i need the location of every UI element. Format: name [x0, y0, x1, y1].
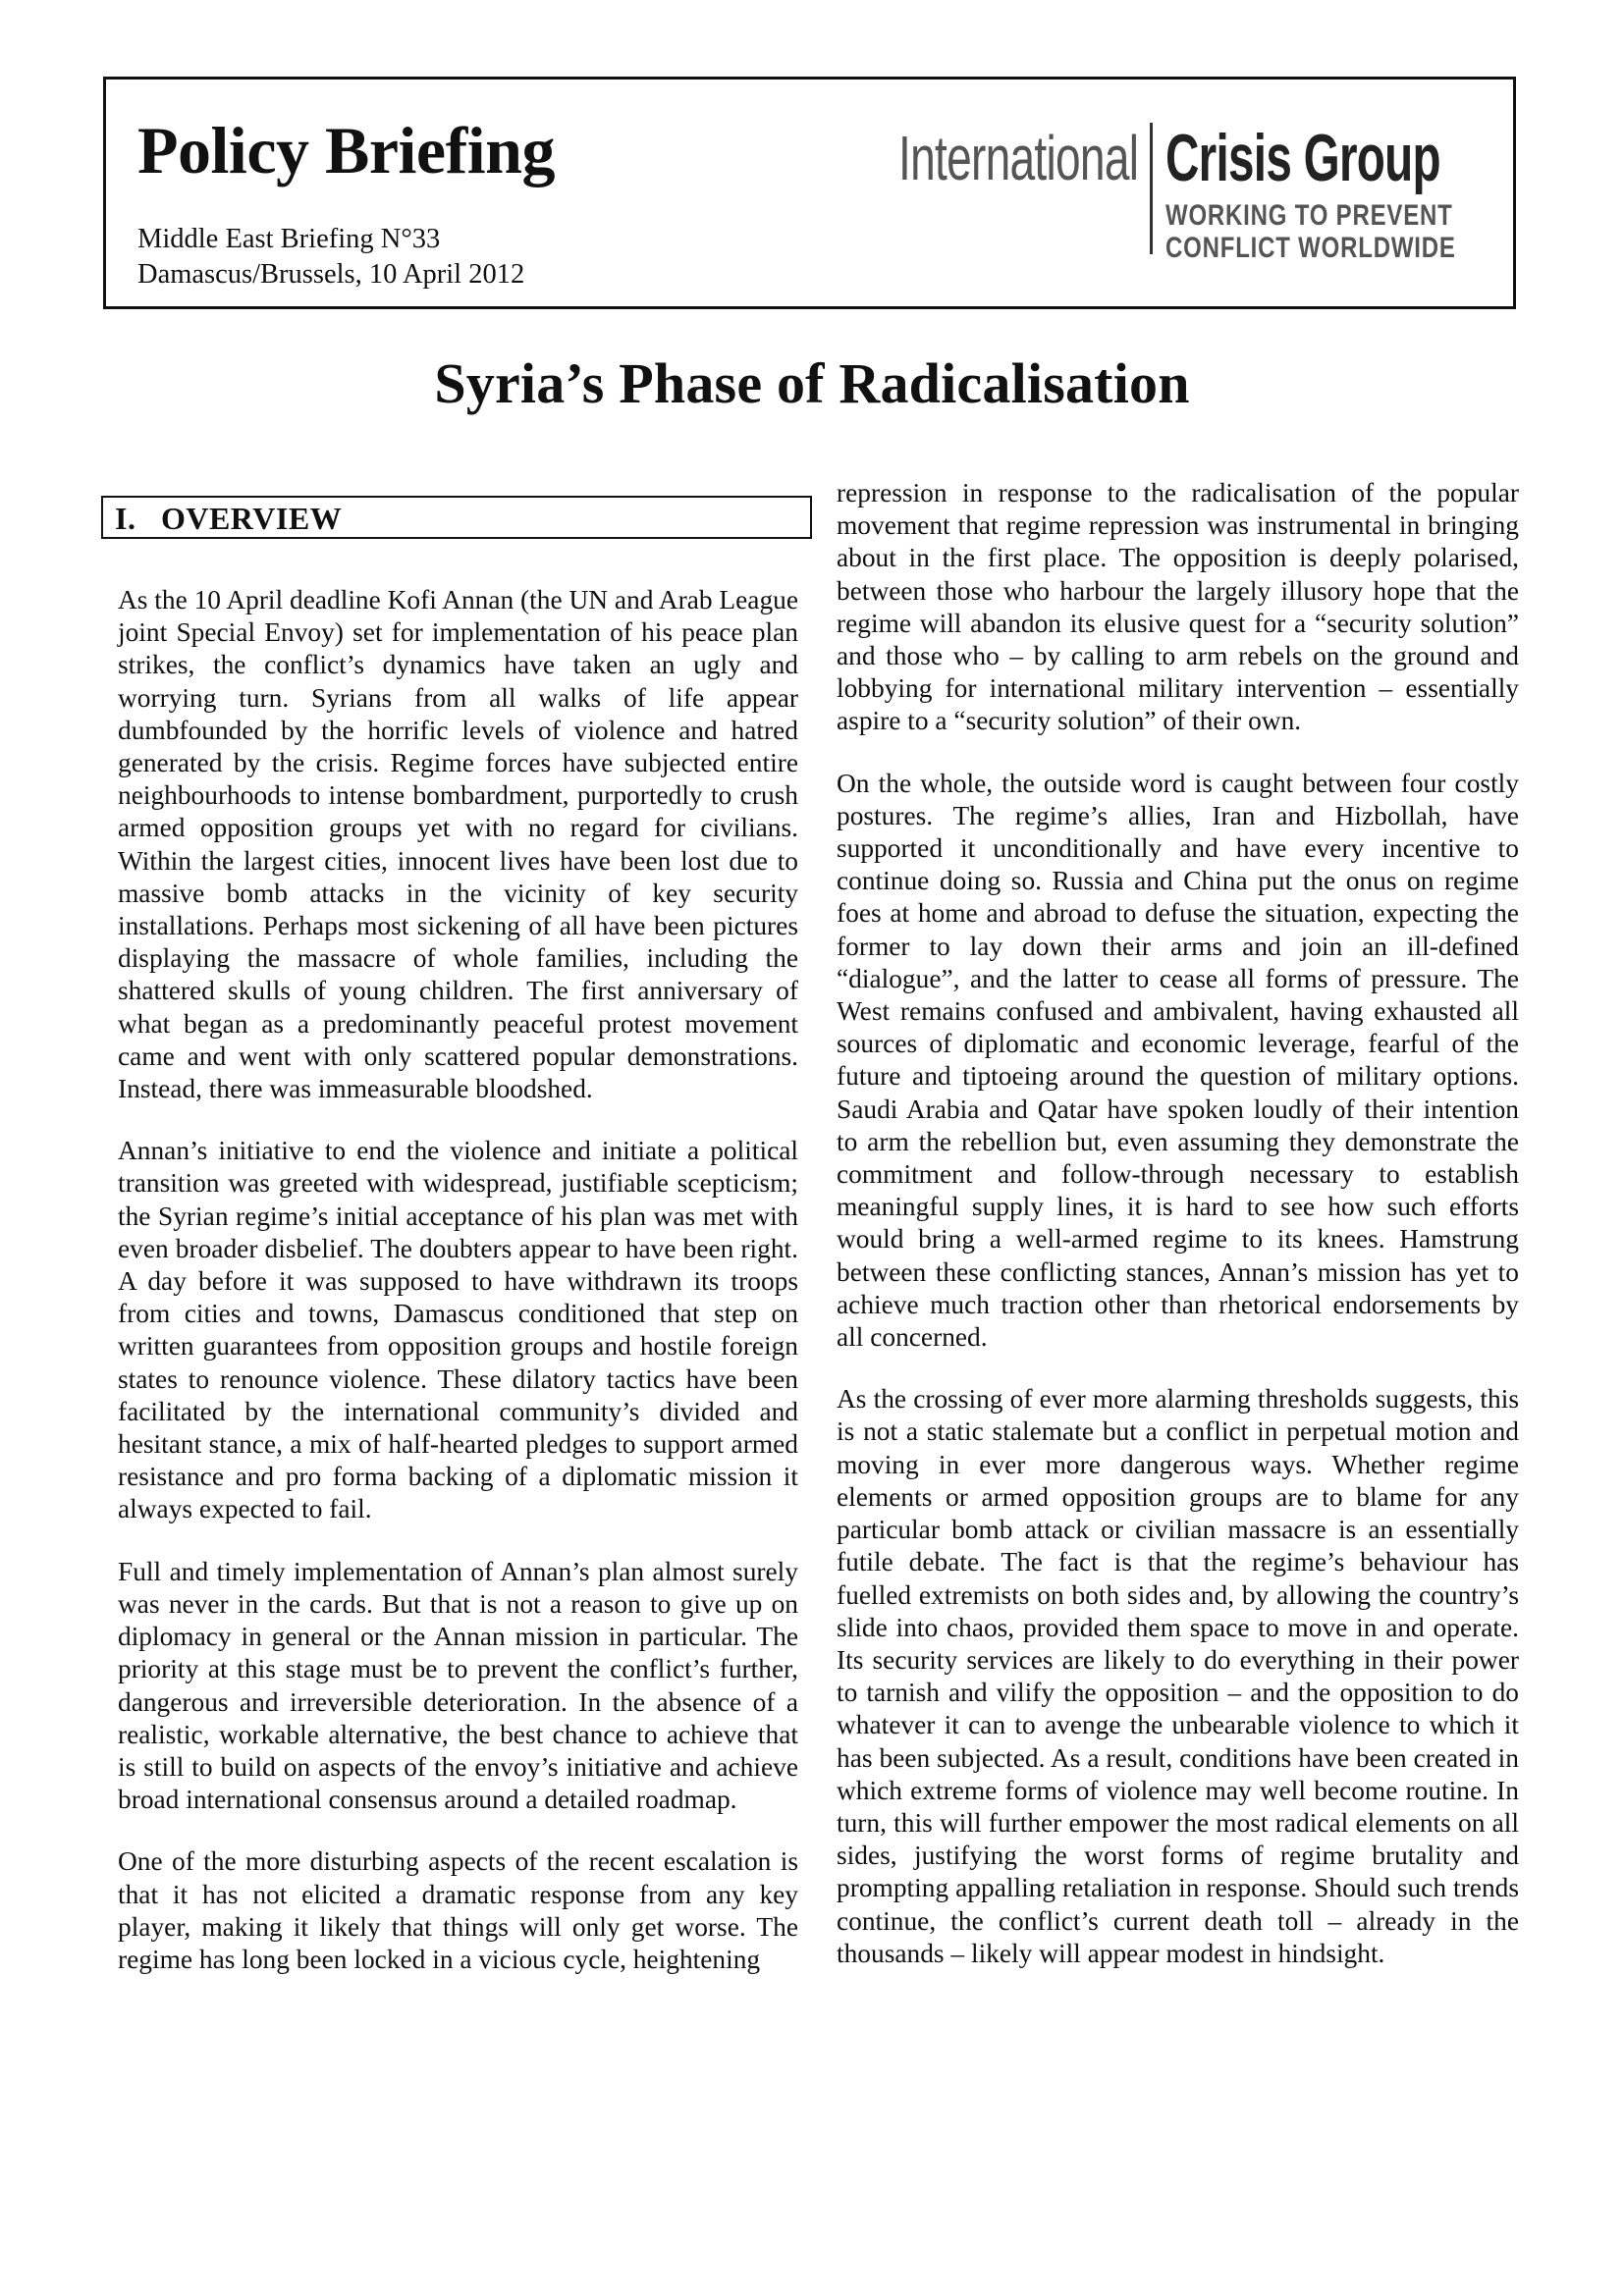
logo-tagline-2: CONFLICT WORLDWIDE	[1165, 232, 1456, 264]
paragraph: As the crossing of ever more alarming thresholds suggests, this is not a static stalemate but a conflict in perpetual motion and moving in ever more dangerous ways. Whether regime elements or armed opposition groups are to blame for any particular bomb attack or civilian massacre is an essentially futile debate. The fact is that the regime’s behaviour has fuelled extremists on both sides and, by allowing the country’s slide into chaos, provided them space to move in and operate. Its security services are likely to do everything in their power to tarnish and vilify the opposition – and the opposition to do whatever it can to avenge the unbearable violence to which it has been subjected. As a result, conditions have been created in which extreme forms of violence may well become routine. In turn, this will further empower the most radical elements on all sides, justifying the worst forms of regime brutality and prompting appalling retaliation in response. Should such trends continue, the conflict’s current death toll – already in the thousands – likely will appear modest in hindsight.	[837, 1384, 1519, 1968]
logo-tagline-1: WORKING TO PREVENT	[1165, 199, 1453, 232]
paragraph: As the 10 April deadline Kofi Annan (the UN and Arab League joint Special Envoy) set for implementation of his peace plan strikes, the conflict’s dynamics have taken an ugly and worrying turn. Syrians from all walks of life appear dumbfounded by the horrific levels of violence and hatred generated by the crisis. Regime forces have subjected entire neighbourhoods to intense bombardment, purportedly to crush armed opposition groups yet with no regard for civilians. Within the largest cities, innocent lives have been lost due to massive bomb attacks in the vicinity of key security installations. Perhaps most sickening of all have been pictures displaying the massacre of whole families, including the shattered skulls of young children. The first anniversary of what began as a predominantly peaceful protest movement came and went with only scattered popular demonstrations. Instead, there was immeasurable bloodshed.	[118, 585, 798, 1104]
paragraph: Annan’s initiative to end the violence and initiate a political transition was greeted with widespread, justifiable scepticism; the Syrian regime’s initial acceptance of his plan was met with even broader disbelief. The doubters appear to have been right. A day before it was supposed to have withdrawn its troops from cities and towns, Damascus conditioned that step on written guarantees from opposition groups and hostile foreign states to renounce violence. These dilatory tactics have been facilitated by the international community’s divided and hesitant stance, a mix of half-hearted pledges to support armed resistance and pro forma backing of a diplomatic mission it always expected to fail.	[118, 1136, 798, 1524]
paragraph: Full and timely implementation of Annan’s plan almost surely was never in the cards. But that is not a reason to give up on diplomacy in general or the Annan mission in particular. The priority at this stage must be to prevent the conflict’s further, dangerous and irreversible deterioration. In the absence of a realistic, workable alternative, the best chance to achieve that is still to build on aspects of the envoy’s initiative and achieve broad international consensus around a detailed roadmap.	[118, 1556, 798, 1815]
briefing-number: Middle East Briefing N°33	[137, 224, 441, 254]
logo-divider	[1150, 123, 1153, 254]
document-type-label: Policy Briefing	[137, 113, 555, 187]
right-column	[837, 477, 1519, 2000]
briefing-meta	[137, 222, 524, 293]
section-heading: I. OVERVIEW	[115, 501, 343, 536]
section-heading-box	[101, 496, 812, 539]
place-date: Damascus/Brussels, 10 April 2012	[137, 259, 525, 290]
document-title: Syria’s Phase of Radicalisation	[434, 351, 1190, 415]
paragraph: repression in response to the radicalisation of the popular movement that regime repression was instrumental in bringing about in the first place. The opposition is deeply polarised, between those who harbour the largely illusory hope that the regime will abandon its elusive quest for a “security solution” and those who – by calling to arm rebels on the ground and lobbying for international military intervention – essentially aspire to a “security solution” of their own.	[837, 478, 1519, 736]
paragraph: On the whole, the outside word is caught between four costly postures. The regime’s allies, Iran and Hizbollah, have supported it unconditionally and have every incentive to continue doing so. Russia and China put the onus on regime foes at home and abroad to defuse the situation, expecting the former to lay down their arms and join an ill-defined “dialogue”, and the latter to cease all forms of pressure. The West remains confused and ambivalent, having exhausted all sources of diplomatic and economic leverage, fearful of the future and tiptoeing around the question of military options. Saudi Arabia and Qatar have spoken loudly of their intention to arm the rebellion but, even assuming they demonstrate the commitment and follow-through necessary to establish meaningful supply lines, it is hard to see how such efforts would bring a well-armed regime to its knees. Hamstrung between these conflicting stances, Annan’s mission has yet to achieve much traction other than rhetorical endorsements by all concerned.	[837, 768, 1519, 1353]
paragraph: One of the more disturbing aspects of the recent escalation is that it has not elicited a dramatic response from any key player, making it likely that things will only get worse. The regime has long been locked in a vicious cycle, heightening	[118, 1846, 798, 1974]
logo-international: International	[898, 123, 1139, 193]
crisis-group-logo	[898, 121, 1488, 264]
logo-crisis-group: Crisis Group	[1165, 121, 1440, 195]
header-box	[103, 77, 1516, 309]
left-column	[118, 584, 798, 2005]
